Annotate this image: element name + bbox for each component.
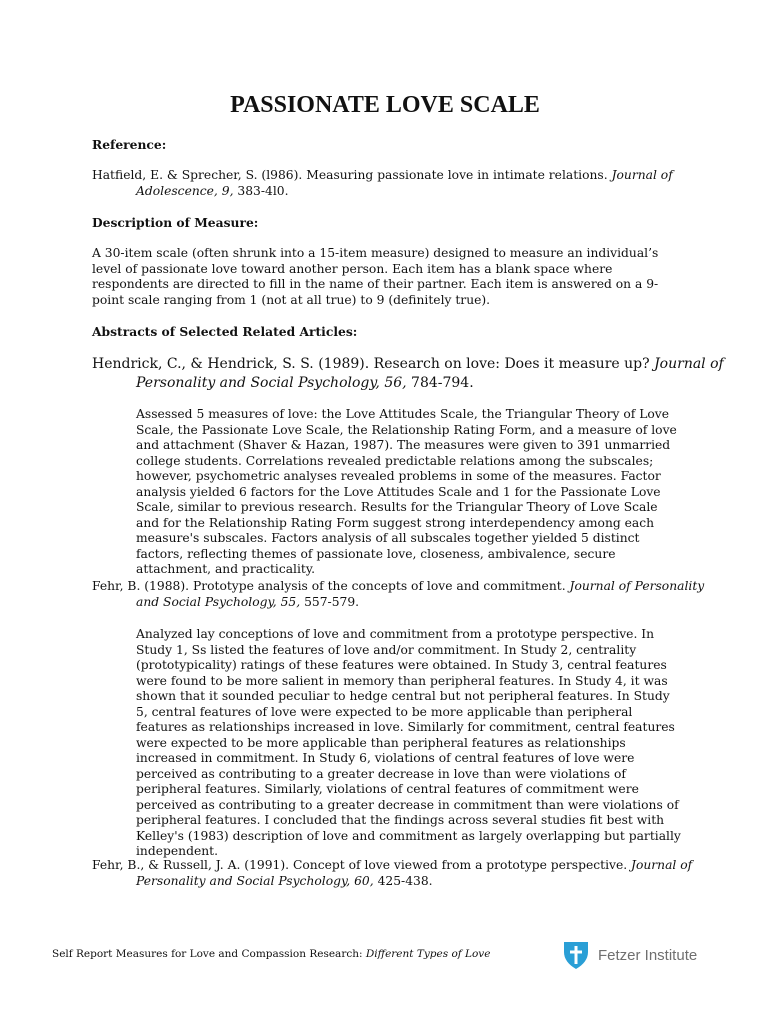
footer-italic: Different Types of Love [365, 948, 491, 960]
reference-pages: 383-4l0. [233, 183, 289, 198]
article-abstract-1: Assessed 5 measures of love: the Love Attitudes Scale, the Triangular Theory of Love Scale, the Passionate Love Scale, the Relationship Rating Form, and a measure of love and attachment (Shaver & Hazan, 1987). The measures were given to 391 unmarried college students. Correlations revealed predictable relations among the subscales; however, psychometric analyses revealed problems in some of the measures. Factor analysis yielded 6 factors for the Love Attitudes Scale and 1 for the Passionate Love Scale, similar to previous research. Results for the Triangular Theory of Love Scale and for the Relationship Rating Form suggest strong interdependency among each measure's subscales. Factors analysis of all subscales together yielded 5 distinct factors, reflecting themes of passionate love, closeness, ambivalence, secure attachment, and practicality. [136, 407, 677, 576]
citation-text: Fehr, B. (1988). Prototype analysis of the concepts of love and commitment. [92, 579, 570, 593]
description-heading: Description of Measure: [92, 215, 259, 230]
article-citation-1 [92, 355, 728, 392]
citation-pages: 425-438. [373, 873, 433, 888]
citation-text: Fehr, B., & Russell, J. A. (1991). Concept of love viewed from a prototype perspective. [92, 858, 632, 872]
logo-text: Fetzer Institute [598, 946, 698, 964]
article-citation-2 [92, 579, 728, 610]
reference-journal: Journal of Adolescence, 9, [136, 168, 673, 198]
description-paragraph: A 30-item scale (often shrunk into a 15-item measure) designed to measure an individual’s level of passionate love toward another person. Each item has a blank space where respondents are directed to fill in the name of their partner. Each item is answered on a 9-point scale ranging from 1 (not at all true) to 9 (definitely true). [92, 246, 659, 307]
reference-heading: Reference: [92, 137, 167, 152]
abstracts-heading: Abstracts of Selected Related Articles: [92, 324, 358, 339]
citation-pages: 784-794. [406, 374, 474, 391]
page-footer [52, 948, 490, 960]
citation-journal: Journal of Personality and Social Psychology, 56, [136, 356, 724, 391]
reference-citation [92, 168, 728, 199]
citation-journal: Journal of Personality and Social Psychology, 55, [136, 579, 705, 609]
article-abstract-2: Analyzed lay conceptions of love and commitment from a prototype perspective. In Study 1, Ss listed the features of love and/or commitment. In Study 2, centrality (prototypicality) ratings of these features were obtained. In Study 3, central features were found to be more salient in memory than peripheral features. In Study 4, it was shown that it sounded peculiar to hedge central but not peripheral features. In Study 5, central features of love were expected to be more applicable than peripheral features as relationships increased in love. Similarly for commitment, central features were expected to be more applicable than peripheral features as relationships increased in commitment. In Study 6, violations of central features of love were perceived as contributing to a greater decrease in love than were violations of peripheral features. Similarly, violations of central features of commitment were perceived as contributing to a greater decrease in commitment than were violations of peripheral features. I concluded that the findings across several studies fit best with Kelley's (1983) description of love and commitment as largely overlapping but partially independent. [136, 627, 681, 858]
citation-text: Hendrick, C., & Hendrick, S. S. (1989). Research on love: Does it measure up? [92, 356, 655, 372]
footer-text: Self Report Measures for Love and Compassion Research: [52, 948, 366, 960]
citation-pages: 557-579. [300, 594, 360, 609]
page-title: PASSIONATE LOVE SCALE [230, 92, 540, 118]
citation-journal: Journal of Personality and Social Psychology, 60, [136, 858, 693, 888]
reference-text: Hatfield, E. & Sprecher, S. (l986). Measuring passionate love in intimate relations. [92, 168, 612, 182]
fetzer-logo [562, 940, 697, 970]
article-citation-3 [92, 858, 728, 889]
fetzer-logo-icon [562, 940, 590, 970]
